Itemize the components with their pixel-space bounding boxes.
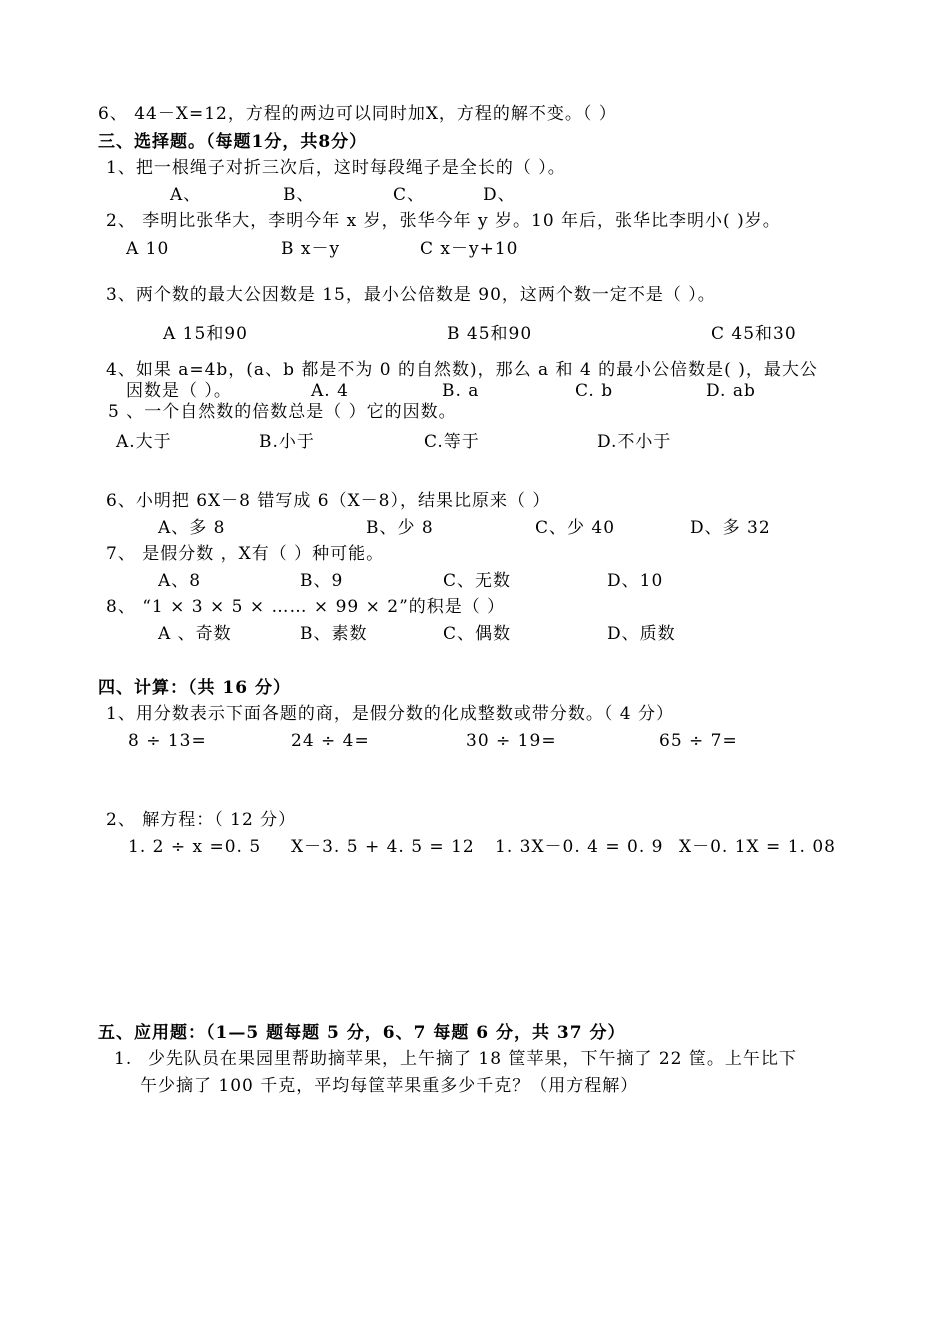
s3-q8-option-c: C、偶数 (443, 624, 512, 644)
s5-question-1-line-2: 午少摘了 100 千克，平均每筐苹果重多少千克？（用方程解） (140, 1076, 639, 1096)
s3-question-5: 5 、一个自然数的倍数总是（ ）它的因数。 (108, 402, 457, 422)
s3-question-4-line-2: 因数是（ ）。 (126, 381, 232, 401)
s3-question-6: 6、小明把 6X－8 错写成 6（X－8），结果比原来（ ） (106, 491, 551, 511)
s4-question-2: 2、 解方程：（ 12 分） (106, 810, 297, 830)
s4-q1-item-4: 65 ÷ 7= (659, 731, 738, 751)
s3-q6-option-a: A、多 8 (158, 518, 226, 538)
s3-question-2: 2、 李明比张华大，李明今年 x 岁，张华今年 y 岁。10 年后，张华比李明小( )岁。 (106, 211, 781, 231)
s3-q8-option-a: A 、奇数 (158, 624, 232, 644)
s3-q4-option-d: D. ab (706, 381, 756, 401)
s3-q1-option-b: B、 (283, 185, 315, 205)
s3-q5-option-d: D.不小于 (597, 432, 672, 452)
s3-q3-option-a: A 15和90 (163, 324, 248, 344)
s4-q1-item-3: 30 ÷ 19= (466, 731, 557, 751)
s3-q2-option-b: B x－y (281, 239, 341, 259)
s3-q3-option-b: B 45和90 (447, 324, 533, 344)
s3-q5-option-b: B.小于 (259, 432, 315, 452)
s2-question-6: 6、 44－X=12，方程的两边可以同时加X，方程的解不变。（ ） (98, 104, 617, 124)
s3-q8-option-b: B、素数 (300, 624, 368, 644)
s4-q1-item-2: 24 ÷ 4= (291, 731, 370, 751)
s3-q1-option-a: A、 (170, 185, 202, 205)
s3-q6-option-c: C、少 40 (535, 518, 616, 538)
section-3-heading: 三、选择题。（每题1分，共8分） (98, 132, 368, 152)
section-4-heading: 四、计算：（共 16 分） (98, 678, 291, 698)
s3-q4-option-a: A. 4 (311, 381, 349, 401)
s4-q1-item-1: 8 ÷ 13= (128, 731, 207, 751)
s3-q2-option-a: A 10 (126, 239, 170, 259)
s3-q1-option-d: D、 (483, 185, 516, 205)
s3-q7-option-d: D、10 (607, 571, 664, 591)
s3-q4-option-b: B. a (442, 381, 480, 401)
s3-question-7: 7、 是假分数 ，X有（ ）种可能。 (106, 544, 385, 564)
s3-q4-option-c: C. b (575, 381, 614, 401)
s4-question-1: 1、用分数表示下面各题的商，是假分数的化成整数或带分数。（ 4 分） (106, 704, 674, 724)
section-5-heading: 五、应用题：（1—5 题每题 5 分，6、7 每题 6 分，共 37 分） (98, 1023, 626, 1043)
s3-q7-option-b: B、9 (300, 571, 344, 591)
s4-q2-equation-3: 1. 3X－0. 4 = 0. 9 (495, 837, 664, 857)
s4-q2-equation-1: 1. 2 ÷ x =0. 5 (128, 837, 262, 857)
s3-question-1: 1、把一根绳子对折三次后，这时每段绳子是全长的（ ）。 (106, 158, 566, 178)
s3-q6-option-b: B、少 8 (366, 518, 434, 538)
s3-q7-option-c: C、无数 (443, 571, 512, 591)
s4-q2-equation-2: X－3. 5 + 4. 5 = 12 (291, 837, 475, 857)
s3-q8-option-d: D、质数 (607, 624, 676, 644)
s5-question-1-number: 1. (114, 1049, 133, 1069)
s3-q2-option-c: C x－y+10 (420, 239, 519, 259)
s3-q6-option-d: D、多 32 (690, 518, 771, 538)
s3-q5-option-a: A.大于 (116, 432, 172, 452)
s3-question-8: 8、 “1 × 3 × 5 × …… × 99 × 2”的积是（ ） (106, 597, 506, 617)
s4-q2-equation-4: X－0. 1X = 1. 08 (679, 837, 836, 857)
s3-q1-option-c: C、 (393, 185, 426, 205)
s3-q3-option-c: C 45和30 (711, 324, 797, 344)
s3-question-4-line-1: 4、如果 a=4b，(a、b 都是不为 0 的自然数)，那么 a 和 4 的最小公倍数是( )，最大公 (106, 360, 818, 380)
s5-question-1-line-1: 少先队员在果园里帮助摘苹果，上午摘了 18 筐苹果，下午摘了 22 筐。上午比下 (148, 1049, 797, 1069)
s3-q7-option-a: A、8 (158, 571, 202, 591)
s3-question-3: 3、两个数的最大公因数是 15，最小公倍数是 90，这两个数一定不是（ ）。 (106, 285, 716, 305)
s3-q5-option-c: C.等于 (424, 432, 480, 452)
